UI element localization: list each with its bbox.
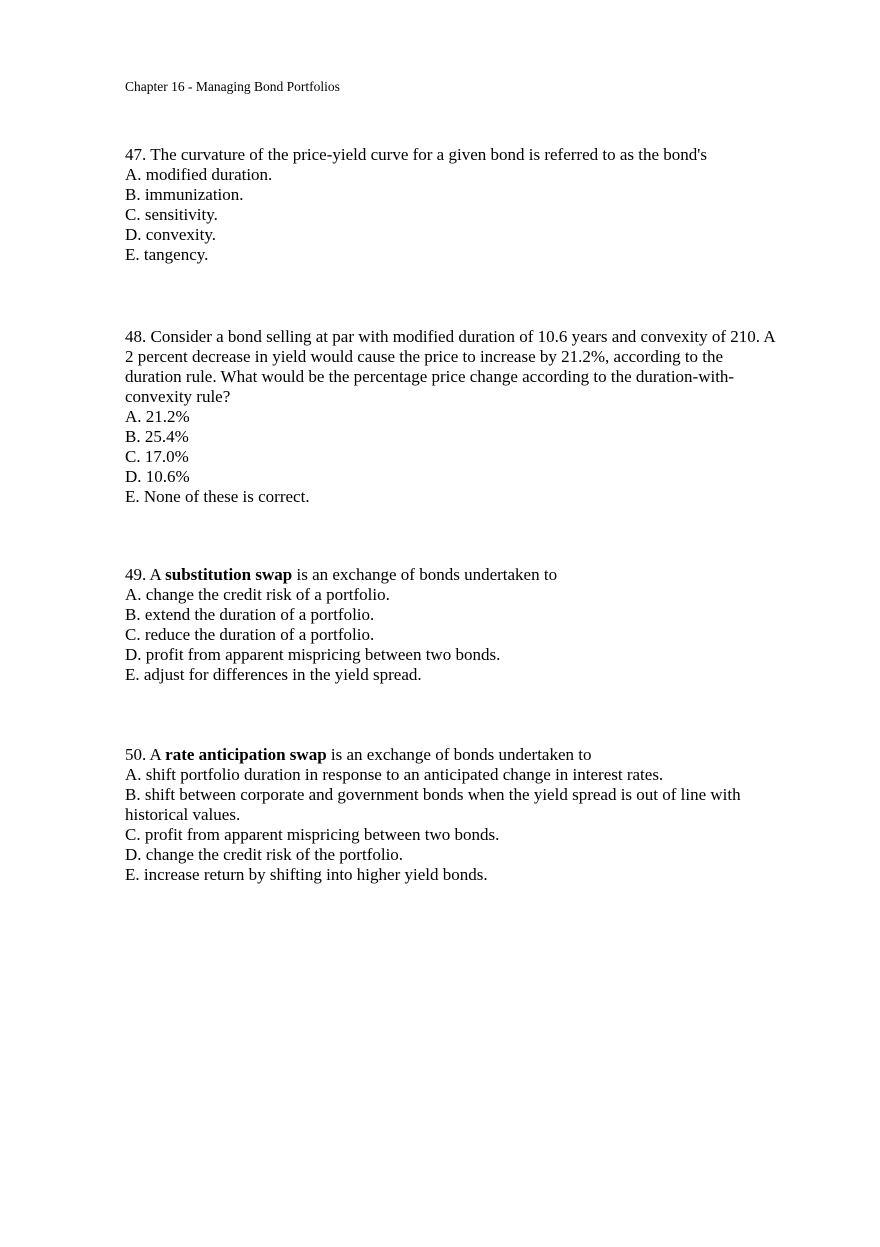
option-e: E. None of these is correct.: [125, 487, 310, 506]
stem-text: is an exchange of bonds undertaken to: [326, 745, 592, 764]
option-d: D. profit from apparent mispricing between two bonds.: [125, 645, 501, 664]
option-c: C. 17.0%: [125, 447, 189, 466]
option-a: A. 21.2%: [125, 407, 190, 426]
option-e: E. tangency.: [125, 245, 209, 264]
option-b: B. 25.4%: [125, 427, 189, 446]
stem-text: 48. Consider a bond selling at par with modified duration of 10.6 years and convexity of 210. A 2 percent decrease in yield would cause the price to increase by 21.2%, according to the duration rule. What would be the percentage price change according to the duration-with-convexity rule?: [125, 327, 775, 406]
option-c: C. sensitivity.: [125, 205, 218, 224]
stem-text: is an exchange of bonds undertaken to: [292, 565, 558, 584]
page-header: Chapter 16 - Managing Bond Portfolios: [125, 79, 340, 94]
option-a: A. modified duration.: [125, 165, 273, 184]
question-stem: [125, 745, 775, 765]
option-c: C. profit from apparent mispricing between two bonds.: [125, 825, 500, 844]
stem-text: 50. A: [125, 745, 166, 764]
option-c: C. reduce the duration of a portfolio.: [125, 625, 375, 644]
question-stem: [125, 565, 775, 585]
option-e: E. adjust for differences in the yield spread.: [125, 665, 422, 684]
option-a: A. change the credit risk of a portfolio.: [125, 585, 390, 604]
question-stem: [125, 145, 775, 165]
stem-text: 49. A: [125, 565, 166, 584]
stem-text: 47. The curvature of the price-yield curve for a given bond is referred to as the bond's: [125, 145, 707, 164]
question-47: [125, 145, 775, 265]
question-50: [125, 745, 775, 885]
question-stem: [125, 327, 777, 407]
option-b: B. shift between corporate and government bonds when the yield spread is out of line with historical values.: [125, 785, 741, 824]
question-49: [125, 565, 775, 685]
option-d: D. 10.6%: [125, 467, 190, 486]
option-b: B. extend the duration of a portfolio.: [125, 605, 375, 624]
question-48: [125, 327, 777, 507]
stem-term: rate anticipation swap: [165, 745, 327, 764]
option-b: B. immunization.: [125, 185, 244, 204]
option-e: E. increase return by shifting into higher yield bonds.: [125, 865, 488, 884]
option-d: D. change the credit risk of the portfolio.: [125, 845, 404, 864]
option-d: D. convexity.: [125, 225, 216, 244]
option-a: A. shift portfolio duration in response to an anticipated change in interest rates.: [125, 765, 664, 784]
stem-term: substitution swap: [165, 565, 293, 584]
